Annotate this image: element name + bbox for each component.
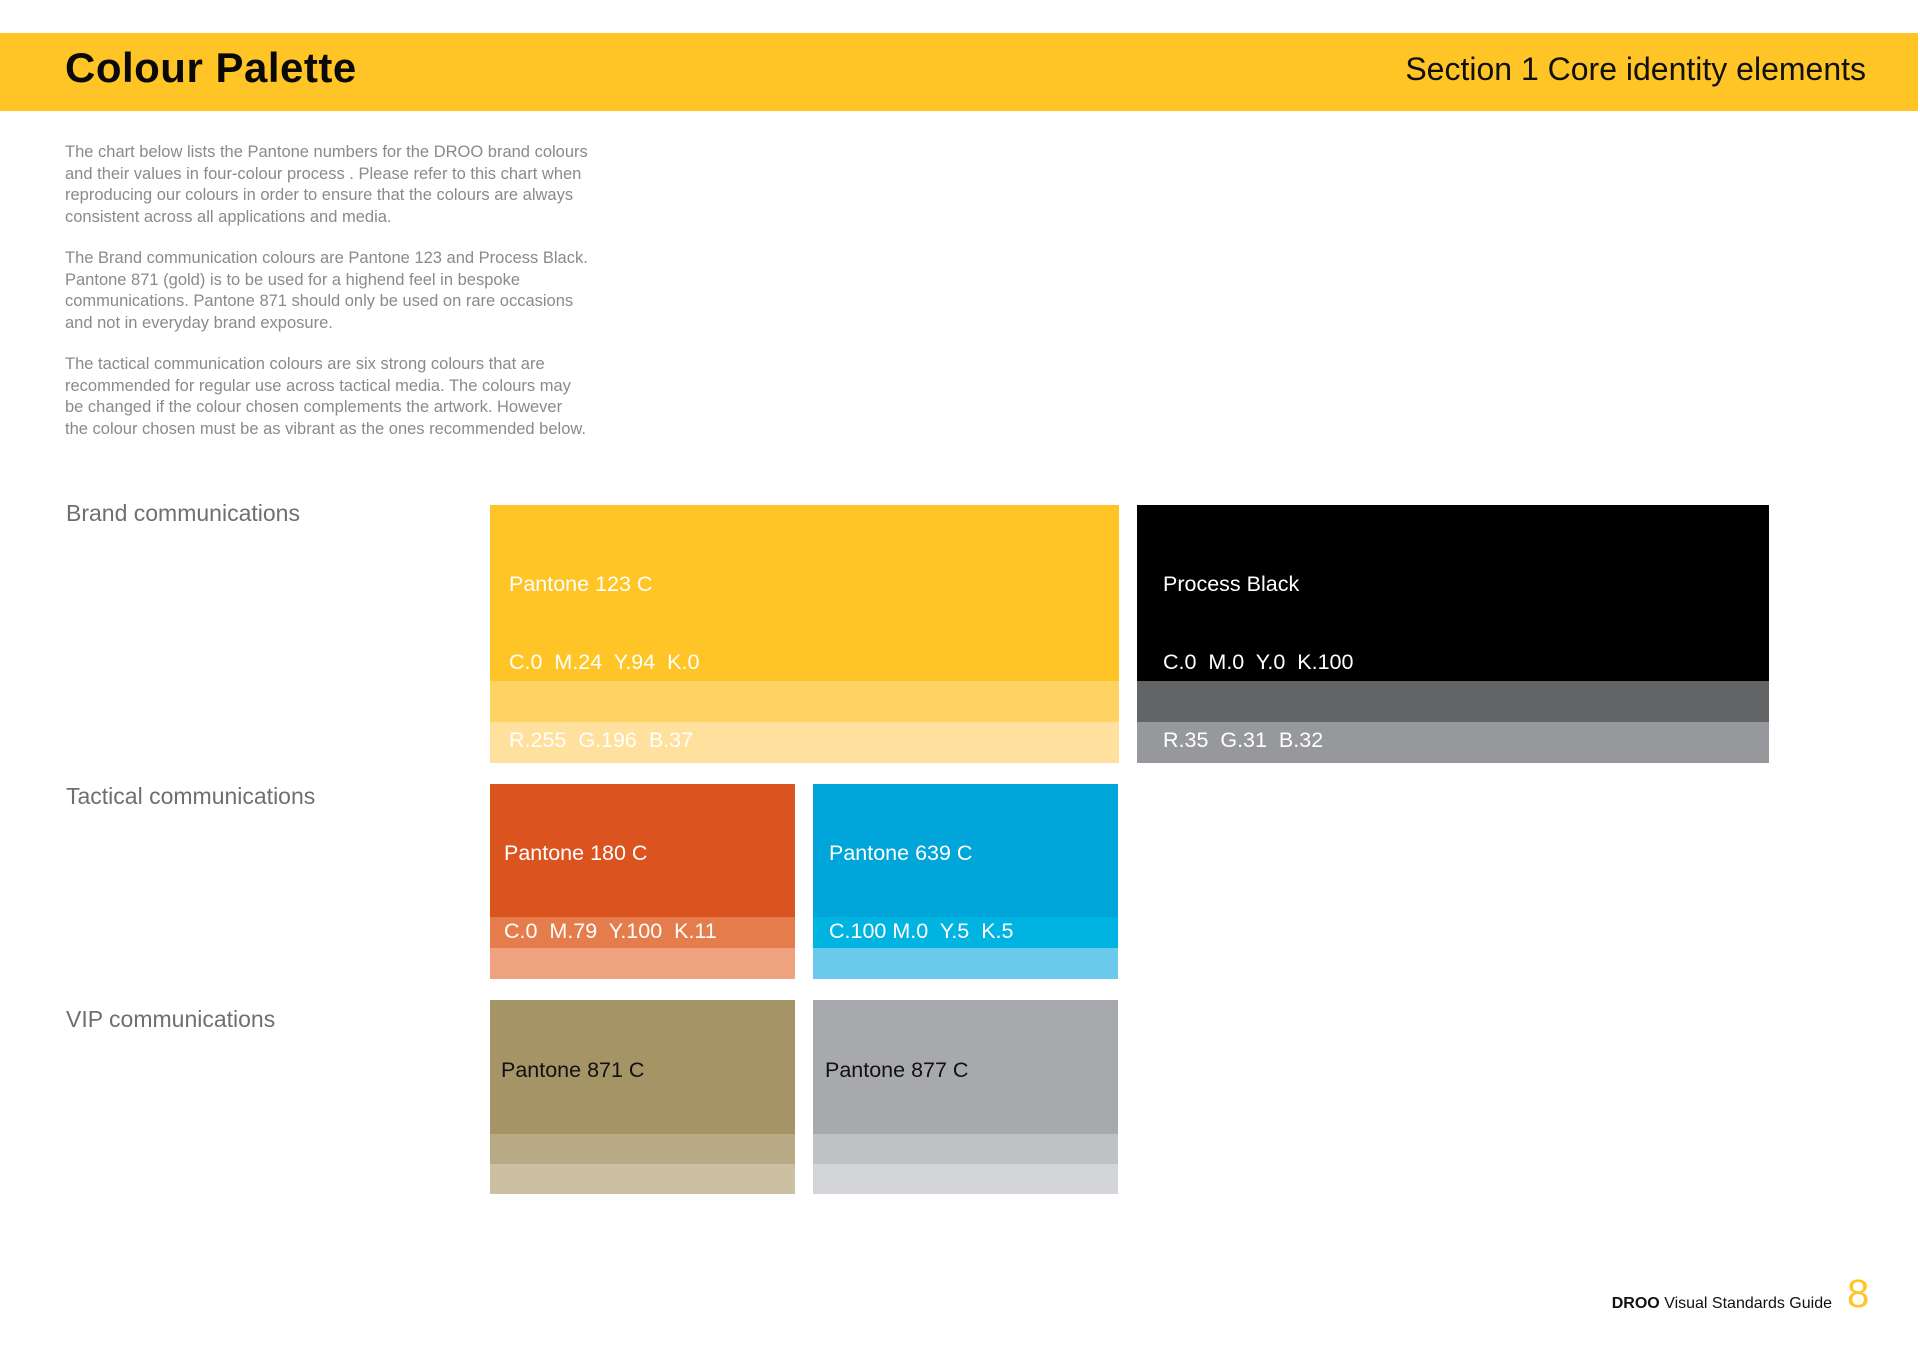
footer-brand: DROO bbox=[1611, 1295, 1660, 1312]
swatch-rgb: R.255 G.196 B.37 bbox=[509, 728, 694, 752]
swatch-cmyk: C.0 M.24 Y.94 K.0 bbox=[509, 650, 700, 674]
intro-text bbox=[65, 142, 645, 460]
swatch-process-black bbox=[1137, 505, 1769, 763]
swatch-band-tint-1 bbox=[813, 1134, 1118, 1164]
row-label-tactical: Tactical communications bbox=[66, 783, 316, 809]
row-label-brand: Brand communications bbox=[66, 500, 300, 526]
header-bar bbox=[0, 33, 1918, 111]
swatch-band-tint-1 bbox=[490, 1134, 795, 1164]
swatch-name: Process Black bbox=[1163, 572, 1300, 596]
swatch-name: Pantone 180 C bbox=[504, 841, 648, 865]
row-label-vip: VIP communications bbox=[66, 1006, 276, 1032]
footer bbox=[1612, 1295, 1832, 1313]
swatch-name: Pantone 877 C bbox=[825, 1058, 969, 1082]
swatch-cmyk: C.100 M.0 Y.5 K.5 bbox=[829, 919, 1014, 943]
swatch-band-tint-2 bbox=[813, 1164, 1118, 1194]
section-title: Section 1 Core identity elements bbox=[1405, 51, 1866, 87]
swatch-pantone-123 bbox=[490, 505, 1119, 763]
swatch-cmyk: C.0 M.79 Y.100 K.11 bbox=[504, 919, 717, 943]
page-title: Colour Palette bbox=[65, 44, 357, 91]
swatch-pantone-877 bbox=[813, 1000, 1118, 1194]
swatch-cmyk: C.0 M.0 Y.0 K.100 bbox=[1163, 650, 1354, 674]
swatch-rgb: R.35 G.31 B.32 bbox=[1163, 728, 1324, 752]
swatch-pantone-871 bbox=[490, 1000, 795, 1194]
swatch-band-tint-2 bbox=[490, 1164, 795, 1194]
page-number: 8 bbox=[1847, 1272, 1870, 1316]
swatch-name: Pantone 123 C bbox=[509, 572, 653, 596]
intro-paragraph: The chart below lists the Pantone numbers for the DROO brand colours and their values in four-colour process . Please refer to this chart when reproducing our colours in order to ensure that the colours are always consistent across all applications and media. bbox=[65, 143, 588, 226]
swatch-pantone-180 bbox=[490, 784, 795, 979]
intro-paragraph: The tactical communication colours are six strong colours that are recommended for regular use across tactical media. The colours may be changed if the colour chosen complements the artwork. However the colour chosen must be as vibrant as the ones recommended below. bbox=[65, 355, 586, 438]
intro-paragraph: The Brand communication colours are Pantone 123 and Process Black. Pantone 871 (gold) is to be used for a highend feel in bespoke communications. Pantone 871 should only be used on rare occasions and not in everyday brand exposure. bbox=[65, 249, 588, 332]
footer-guide: Visual Standards Guide bbox=[1664, 1295, 1832, 1312]
swatch-name: Pantone 639 C bbox=[829, 841, 973, 865]
swatch-pantone-639 bbox=[813, 784, 1118, 979]
swatch-name: Pantone 871 C bbox=[501, 1058, 645, 1082]
